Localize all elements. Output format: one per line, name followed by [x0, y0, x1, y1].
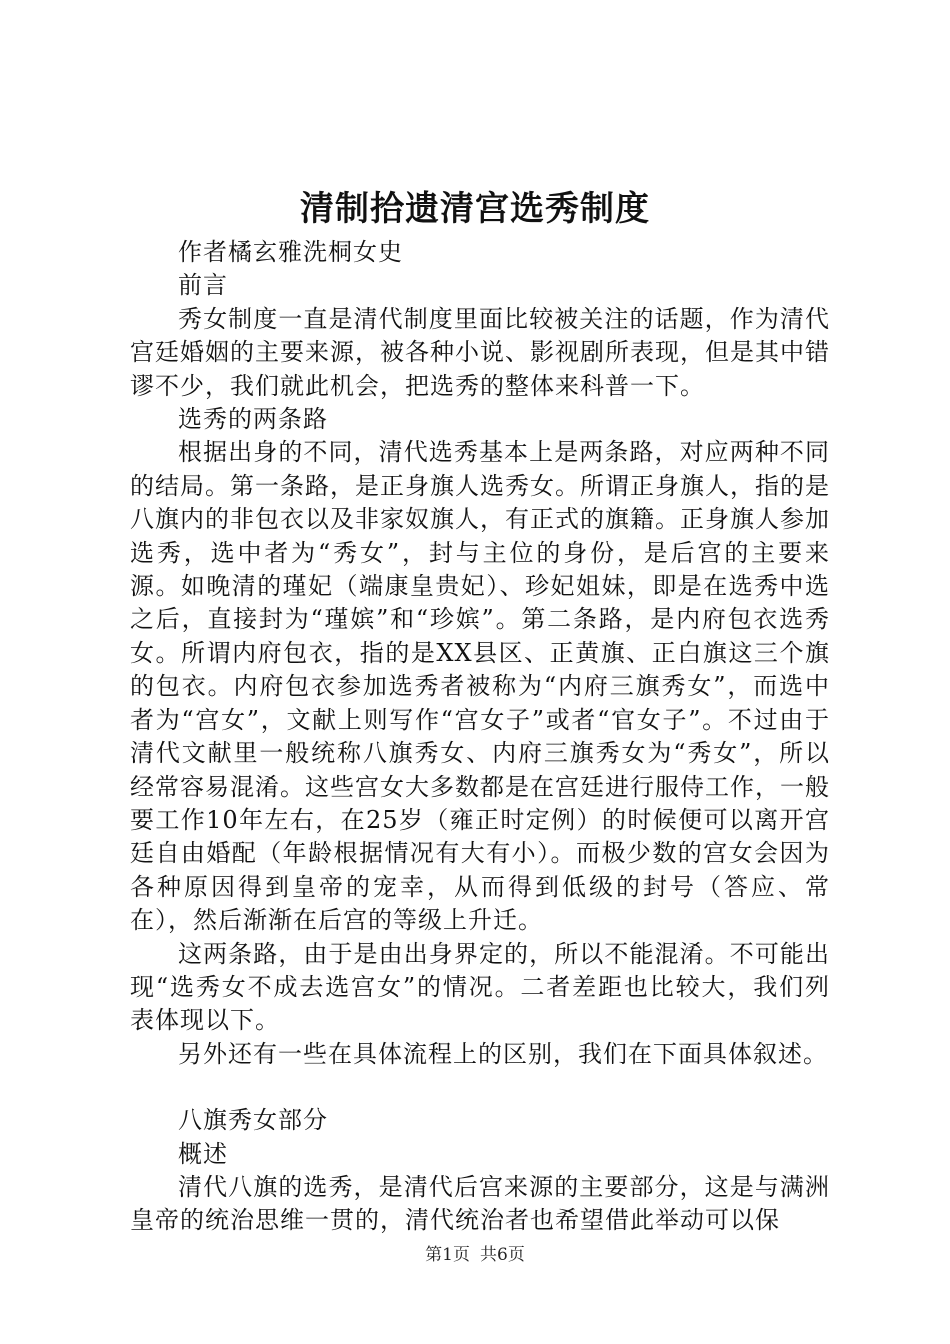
section-heading-overview: 概述: [178, 1139, 228, 1168]
paragraph-gap: [130, 1071, 830, 1104]
paragraph-preface: 秀女制度一直是清代制度里面比较被关注的话题，作为清代宫廷婚姻的主要来源，被各种小说、影视剧所表现，但是其中错谬不少，我们就此机会，把选秀的整体来科普一下。: [130, 304, 830, 400]
author-line: 作者橘玄雅洗桐女史: [178, 238, 403, 266]
document-body: [130, 236, 830, 1238]
section-heading-eight-banners: 八旗秀女部分: [178, 1106, 328, 1135]
section-heading-two-paths: 选秀的两条路: [178, 405, 328, 434]
paragraph-distinction: 这两条路，由于是由出身界定的，所以不能混淆。不可能出现“选秀女不成去选宫女”的情况。二者差距也比较大，我们列表体现以下。: [130, 939, 830, 1035]
page-number: 第1页: [425, 1245, 470, 1265]
section-heading-preface: 前言: [178, 271, 228, 300]
page-total: 共6页: [480, 1245, 525, 1265]
paragraph-overview: 清代八旗的选秀，是清代后宫来源的主要部分，这是与满洲皇帝的统治思维一贯的，清代统治者也希望借此举动可以保: [130, 1172, 830, 1235]
paragraph-process-note: 另外还有一些在具体流程上的区别，我们在下面具体叙述。: [178, 1039, 828, 1068]
document-title: 清制拾遗清宫选秀制度: [300, 189, 650, 229]
page-footer: [0, 1243, 950, 1267]
paragraph-two-paths: 根据出身的不同，清代选秀基本上是两条路，对应两种不同的结局。第一条路，是正身旗人选秀女。所谓正身旗人，指的是八旗内的非包衣以及非家奴旗人，有正式的旗籍。正身旗人参加选秀，选中者为“秀女”，封与主位的身份，是后宫的主要来源。如晚清的瑾妃（端康皇贵妃）、珍妃姐妹，即是在选秀中选之后，直接封为“瑾嫔”和“珍嫔”。第二条路，是内府包衣选秀女。所谓内府包衣，指的是XX县区、正黄旗、正白旗这三个旗的包衣。内府包衣参加选秀者被称为“内府三旗秀女”，而选中者为“宫女”，文献上则写作“宫女子”或者“官女子”。不过由于清代文献里一般统称八旗秀女、内府三旗秀女为“秀女”，所以经常容易混淆。这些宫女大多数都是在宫廷进行服侍工作，一般要工作10年左右，在25岁（雍正时定例）的时候便可以离开宫廷自由婚配（年龄根据情况有大有小）。而极少数的宫女会因为各种原因得到皇帝的宠幸，从而得到低级的封号（答应、常在），然后渐渐在后宫的等级上升迁。: [130, 438, 830, 935]
